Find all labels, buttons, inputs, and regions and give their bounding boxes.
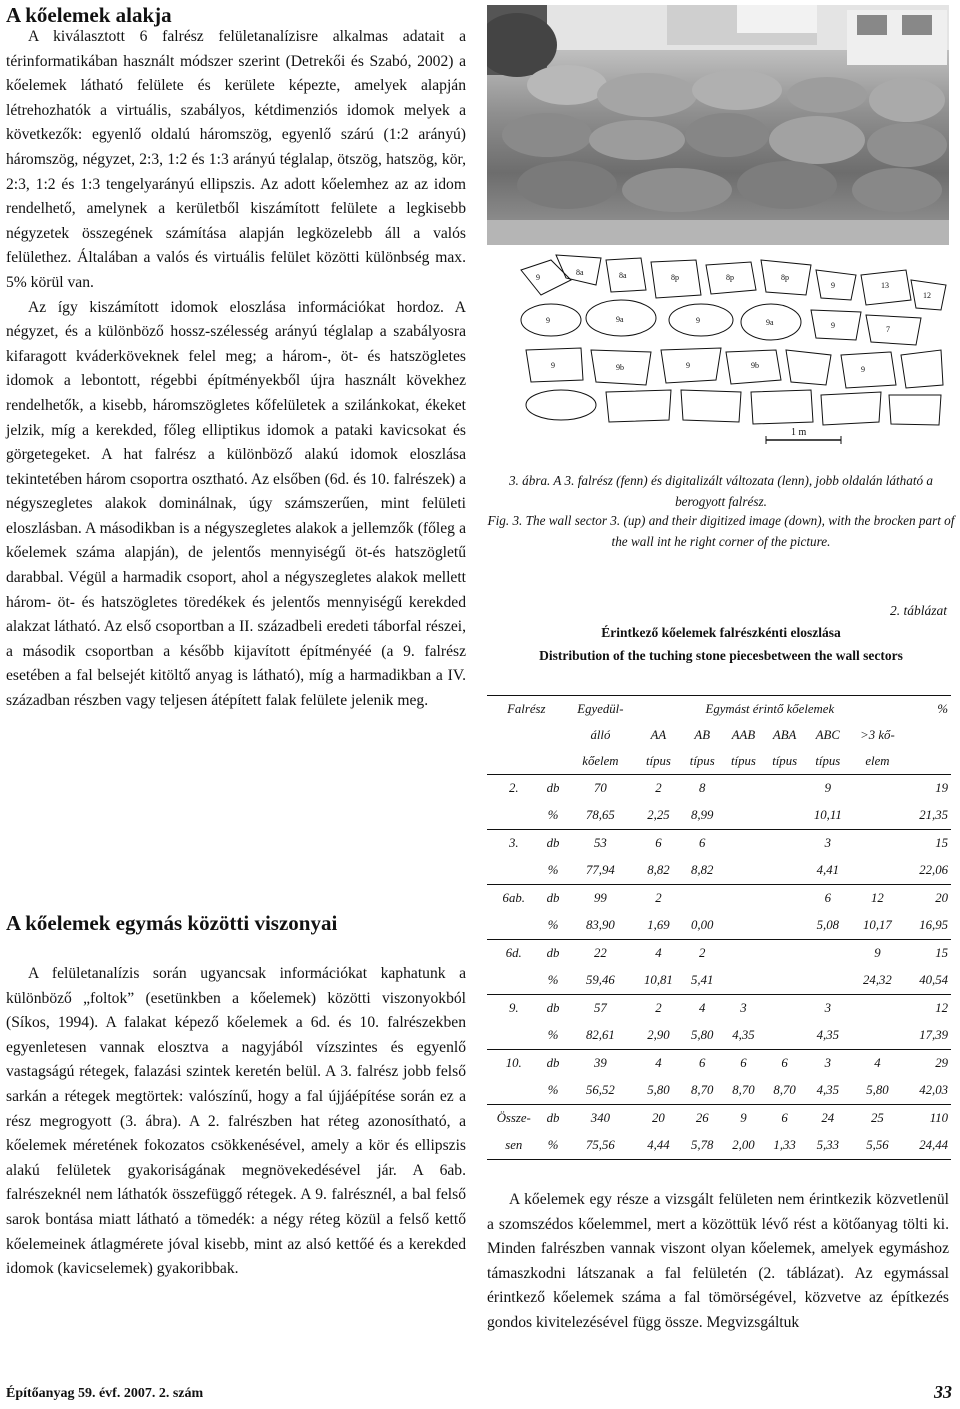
table-cell bbox=[850, 995, 904, 1023]
cell-sector bbox=[487, 912, 541, 940]
wall-digitized-drawing bbox=[511, 250, 951, 450]
table-cell: 25 bbox=[850, 1105, 904, 1133]
table-cell: 53 bbox=[566, 830, 636, 858]
table-cell: 16,95 bbox=[919, 918, 948, 932]
table-cell: 4 bbox=[850, 1050, 904, 1078]
table-body bbox=[487, 775, 951, 1160]
table-cell: 75,56 bbox=[586, 1138, 615, 1152]
paragraph: Az így kiszámított idomok eloszlása információkat hordoz. A négyzet, és a különböző hossz-szélesség arányú téglalap a szabályosra kifaragott kváderköveknek felel meg; a három-, öt- és hatszögletes idomok a lebontott, régebbi építményekből újra használt kövekhez rendelhetők, a kisebb, háromszögletes kőfelületek a szilánkokat, ékeket jelzik, míg a kerekded, főleg elliptikus idomok a pataki kavicsokat és görgetegeket. A hat falrész a különböző alakú idomok eloszlása tekintetében három csoportra osztható. Az elsőben (6d. és 10. falrészek) a négyszegletes alakok dominálnak, úgy számszerűen, mint felületi eloszlásban. A másodikban is a négyszegletes alakok a jellemzők (főleg a kőelemek száma alapján), de jelentős mennyiségű öt-és hatszögletű darabbal. Végül a harmadik csoport, ahol a négyszegletes alakok mellett három- öt- és hatszögletes töredékek és jelentős mennyiségű kerekded alakzat látható. Az első csoportban a II. századbeli eredeti táborfal részei, a második csoportban a később kijavított építményéé (a 9. falrész esetében a fal belsejét kitöltő anyag is látható), míg a harmadikban a IV. században részben vagy teljesen átépített falak felülete jelenik meg. bbox=[6, 298, 466, 710]
table-cell: 40,54 bbox=[919, 973, 948, 987]
table-cell: 82,61 bbox=[586, 1028, 615, 1042]
table-cell bbox=[764, 857, 805, 885]
wall-photo bbox=[487, 5, 949, 245]
table-cell bbox=[723, 802, 764, 830]
table-cell: 340 bbox=[566, 1105, 636, 1133]
cell-sector: 10. bbox=[487, 1050, 541, 1078]
cell-sector: Össze- bbox=[487, 1105, 541, 1133]
data-table bbox=[487, 695, 951, 1160]
table-cell bbox=[764, 995, 805, 1023]
table-cell bbox=[764, 967, 805, 995]
table-cell: 3 bbox=[723, 995, 764, 1023]
cell-unit: db bbox=[541, 775, 566, 803]
table-cell: 8,70 bbox=[691, 1083, 714, 1097]
cell-unit: % bbox=[547, 973, 559, 987]
table-cell: 10,81 bbox=[644, 973, 673, 987]
col-header-group: Egymást érintő kőelemek bbox=[705, 701, 835, 716]
table-cell: 5,80 bbox=[647, 1083, 670, 1097]
table-cell: 6 bbox=[723, 1050, 764, 1078]
table-cell: 4,35 bbox=[816, 1028, 839, 1042]
cell-sector: 6ab. bbox=[487, 885, 541, 913]
table-cell bbox=[764, 830, 805, 858]
table-row bbox=[487, 885, 951, 913]
table-cell bbox=[764, 1022, 805, 1050]
table-cell: 10,17 bbox=[863, 918, 892, 932]
col-header: elem bbox=[865, 753, 890, 768]
table-cell bbox=[723, 885, 764, 913]
table-cell: 4,35 bbox=[816, 1083, 839, 1097]
table-cell: 2,25 bbox=[647, 808, 670, 822]
stone-label: 9b bbox=[751, 361, 759, 370]
table-cell bbox=[723, 912, 764, 940]
table-cell: 15 bbox=[905, 940, 952, 968]
table-cell: 1,69 bbox=[647, 918, 670, 932]
section-relations-body bbox=[6, 962, 466, 1282]
table-cell: 8 bbox=[682, 775, 723, 803]
table-cell: 2,90 bbox=[647, 1028, 670, 1042]
col-header: ABA bbox=[772, 727, 797, 742]
table-cell: 4,35 bbox=[732, 1028, 755, 1042]
paragraph: A kiválasztott 6 falrész felületanalízisre alkalmas adatait a térinformatikában használt módszer szerint (Detrekői és Szabó, 2002) a kőelemek látható felülete és kerülete képezte, amelyek alapján létrehozhatók a virtuális, szabályos, kétdimenziós idomok melyek a következők: egyenlő oldalú háromszög, egyenlő szárú (1:2 arányú) háromszög, négyzet, 2:3, 1:2 és 1:3 arányú téglalap, ötszög, hatszög, kör, 2:3, 1:2 és 1:3 tengelyarányú ellipszis. Az adott kőelemhez az az idom rendelhető, amelynek a kerületből kiszámított felülete a legkisebb négyzetek összegének számítása alapján legközelebb áll a valós felülethez. Általában a valós és virtuális felület közötti különbség max. 5% körül van. bbox=[6, 28, 466, 291]
table-cell: 9 bbox=[850, 940, 904, 968]
figure-caption-en: Fig. 3. The wall sector 3. (up) and their digitized image (down), with the brocken part of the wall int he right corner of the picture. bbox=[487, 513, 955, 549]
cell-unit: db bbox=[541, 1105, 566, 1133]
stone-label: 9 bbox=[696, 316, 700, 325]
table-cell bbox=[764, 940, 805, 968]
table-cell: 83,90 bbox=[586, 918, 615, 932]
table-cell bbox=[850, 857, 904, 885]
col-header: Egyedül- bbox=[577, 701, 624, 716]
stone-label: 9a bbox=[616, 315, 624, 324]
table-row bbox=[487, 857, 951, 885]
table-cell: 70 bbox=[566, 775, 636, 803]
cell-unit: db bbox=[541, 1050, 566, 1078]
section-shape-body bbox=[6, 25, 466, 714]
table-cell: 1,33 bbox=[773, 1138, 796, 1152]
col-header: AA bbox=[650, 727, 667, 742]
table-row bbox=[487, 1022, 951, 1050]
cell-sector bbox=[487, 1022, 541, 1050]
table-cell: 9 bbox=[805, 775, 850, 803]
table-row bbox=[487, 830, 951, 858]
cell-unit: % bbox=[547, 1083, 559, 1097]
table-cell bbox=[723, 857, 764, 885]
stone-label: 9 bbox=[551, 361, 555, 370]
table-cell: 4 bbox=[635, 1050, 681, 1078]
col-header: Falrész bbox=[507, 701, 546, 716]
cell-sector bbox=[487, 857, 541, 885]
table-cell: 5,56 bbox=[866, 1138, 889, 1152]
cell-unit: % bbox=[547, 808, 559, 822]
stone-label: 9 bbox=[536, 273, 540, 282]
table-cell: 0,00 bbox=[691, 918, 714, 932]
col-header: típus bbox=[815, 753, 841, 768]
cell-unit: % bbox=[547, 863, 559, 877]
table-row bbox=[487, 1132, 951, 1160]
table-cell: 6 bbox=[764, 1105, 805, 1133]
cell-unit: % bbox=[547, 1138, 559, 1152]
table-cell: 5,41 bbox=[691, 973, 714, 987]
col-header: ABC bbox=[815, 727, 840, 742]
table-cell: 24,32 bbox=[863, 973, 892, 987]
cell-sector bbox=[487, 967, 541, 995]
cell-unit: % bbox=[547, 1028, 559, 1042]
table-cell: 5,80 bbox=[691, 1028, 714, 1042]
cell-sector: 2. bbox=[487, 775, 541, 803]
table-cell bbox=[682, 885, 723, 913]
paragraph: A felületanalízis során ugyancsak információkat kaphatunk a különböző „foltok” (esetünkben a kőelemek) közötti viszonyokból (Síkos, 1994). A falakat képező kőelemek a 6d. és 10. falrészekben egyenletesen vannak elosztva a nagyjából vízszintes és egyenlő vastagságú rétegek, falazási szintek keretén belül. A 3. falrész jobb felső sarkán a rétegek megtörtek: valószínű, hogy a fal újjáépítése során ez a rész megrogyott (3. ábra). A 2. falrészben hat réteg azonosítható, a kőelemek méretének fokozatos csökkenésével, amely a kör és ellipszis alakú felületek gyakoriságának megnövekedésével jár. A 6ab. falrészeknél nem láthatók összefüggő rétegek. A 9. falrésznél, a bal felső sarok bontása miatt látható a tömedék: a négy réteg közül a felső kettő kőelemeinek átlagmérete jóval kisebb, mint az alsó kettőé és a kerekded idomok (kavicselemek) gyakoribbak. bbox=[6, 965, 466, 1278]
col-header: kőelem bbox=[582, 753, 619, 768]
table-cell: 4,41 bbox=[816, 863, 839, 877]
table-cell: 21,35 bbox=[919, 808, 948, 822]
stone-label: 8p bbox=[781, 273, 789, 282]
cell-unit: db bbox=[541, 940, 566, 968]
table-cell: 5,33 bbox=[816, 1138, 839, 1152]
table-row bbox=[487, 995, 951, 1023]
table-cell: 4,44 bbox=[647, 1138, 670, 1152]
table-cell: 2 bbox=[635, 885, 681, 913]
cell-sector bbox=[487, 1077, 541, 1105]
stone-label: 8a bbox=[576, 268, 584, 277]
table-cell bbox=[723, 775, 764, 803]
table-cell: 15 bbox=[905, 830, 952, 858]
table-cell: 5,80 bbox=[866, 1083, 889, 1097]
table-cell: 5,78 bbox=[691, 1138, 714, 1152]
table-row bbox=[487, 1105, 951, 1133]
table-cell: 22 bbox=[566, 940, 636, 968]
table-cell: 39 bbox=[566, 1050, 636, 1078]
table-cell: 12 bbox=[850, 885, 904, 913]
table-cell: 110 bbox=[905, 1105, 952, 1133]
cell-unit: db bbox=[541, 830, 566, 858]
table-cell: 24 bbox=[805, 1105, 850, 1133]
stone-label: 8a bbox=[619, 271, 627, 280]
table-cell bbox=[764, 912, 805, 940]
table-cell: 57 bbox=[566, 995, 636, 1023]
table-title-en: Distribution of the tuching stone piecesbetween the wall sectors bbox=[539, 648, 903, 663]
stone-label: 8p bbox=[726, 273, 734, 282]
table-cell: 22,06 bbox=[919, 863, 948, 877]
table-cell: 6 bbox=[682, 830, 723, 858]
col-header: típus bbox=[772, 753, 798, 768]
section-title-relations: A kőelemek egymás közötti viszonyai bbox=[6, 911, 338, 935]
table-cell: 5,08 bbox=[816, 918, 839, 932]
scale-label: 1 m bbox=[791, 427, 807, 438]
table-cell: 20 bbox=[635, 1105, 681, 1133]
table-row bbox=[487, 940, 951, 968]
col-header: típus bbox=[730, 753, 756, 768]
stone-label: 9a bbox=[766, 318, 774, 327]
table-cell bbox=[723, 967, 764, 995]
table-cell: 6 bbox=[805, 885, 850, 913]
table-cell: 10,11 bbox=[813, 808, 842, 822]
table-cell: 8,70 bbox=[773, 1083, 796, 1097]
table-cell bbox=[764, 802, 805, 830]
table-cell bbox=[850, 830, 904, 858]
table-row bbox=[487, 912, 951, 940]
footer-journal: Építőanyag 59. évf. 2007. 2. szám bbox=[6, 1386, 204, 1401]
table-cell: 3 bbox=[805, 1050, 850, 1078]
table-cell: 9 bbox=[723, 1105, 764, 1133]
stone-label: 9b bbox=[616, 363, 624, 372]
table-cell: 8,99 bbox=[691, 808, 714, 822]
table-cell: 2 bbox=[682, 940, 723, 968]
table-cell: 6 bbox=[682, 1050, 723, 1078]
cell-unit: % bbox=[547, 918, 559, 932]
table-cell: 4 bbox=[635, 940, 681, 968]
table-cell: 2,00 bbox=[732, 1138, 755, 1152]
table-cell: 56,52 bbox=[586, 1083, 615, 1097]
table-cell: 78,65 bbox=[586, 808, 615, 822]
table-cell: 26 bbox=[682, 1105, 723, 1133]
table-cell: 20 bbox=[905, 885, 952, 913]
col-header: típus bbox=[645, 753, 671, 768]
table-cell bbox=[764, 885, 805, 913]
stone-label: 12 bbox=[923, 291, 931, 300]
table-cell: 6 bbox=[764, 1050, 805, 1078]
table-cell: 6 bbox=[635, 830, 681, 858]
cell-unit: db bbox=[541, 885, 566, 913]
table-cell: 29 bbox=[905, 1050, 952, 1078]
stone-label: 13 bbox=[881, 281, 889, 290]
table-cell: 8,82 bbox=[691, 863, 714, 877]
table-cell bbox=[850, 775, 904, 803]
table-row bbox=[487, 802, 951, 830]
col-header: álló bbox=[590, 727, 611, 742]
stone-label: 9 bbox=[861, 365, 865, 374]
table-cell: 99 bbox=[566, 885, 636, 913]
section-title-shape: A kőelemek alakja bbox=[6, 3, 172, 27]
table-cell: 77,94 bbox=[586, 863, 615, 877]
table-cell: 17,39 bbox=[919, 1028, 948, 1042]
wall-photo-image bbox=[487, 5, 949, 245]
page-number: 33 bbox=[934, 1382, 952, 1402]
table-cell bbox=[723, 940, 764, 968]
cell-sector: 9. bbox=[487, 995, 541, 1023]
table-row bbox=[487, 1050, 951, 1078]
table-cell: 8,82 bbox=[647, 863, 670, 877]
table-cell: 12 bbox=[905, 995, 952, 1023]
stone-label: 9 bbox=[546, 316, 550, 325]
cell-sector: sen bbox=[505, 1138, 523, 1152]
cell-sector bbox=[487, 802, 541, 830]
table-cell: 24,44 bbox=[919, 1138, 948, 1152]
table-cell: 19 bbox=[905, 775, 952, 803]
col-header: AB bbox=[694, 727, 711, 742]
stone-label: 9 bbox=[831, 321, 835, 330]
table-title-hu: Érintkező kőelemek falrészkénti eloszlása bbox=[601, 625, 841, 640]
cell-sector: 3. bbox=[487, 830, 541, 858]
table-cell: 4 bbox=[682, 995, 723, 1023]
cell-unit: db bbox=[541, 995, 566, 1023]
table-cell bbox=[850, 802, 904, 830]
table-cell: 42,03 bbox=[919, 1083, 948, 1097]
stone-label: 9 bbox=[686, 361, 690, 370]
table-row bbox=[487, 775, 951, 803]
col-header: >3 kő- bbox=[860, 727, 895, 742]
cell-sector: 6d. bbox=[487, 940, 541, 968]
col-header: típus bbox=[689, 753, 715, 768]
table-cell: 8,70 bbox=[732, 1083, 755, 1097]
table-cell: 2 bbox=[635, 995, 681, 1023]
table-cell bbox=[805, 967, 850, 995]
table-cell: 2 bbox=[635, 775, 681, 803]
table-label: 2. táblázat bbox=[889, 603, 947, 618]
figure-caption-hu: 3. ábra. A 3. falrész (fenn) és digitalizált változata (lenn), jobb oldalán látható a berogyott falrész. bbox=[508, 473, 934, 509]
table-cell bbox=[850, 1022, 904, 1050]
table-row bbox=[487, 1077, 951, 1105]
col-header: % bbox=[937, 701, 948, 716]
stone-label: 7 bbox=[886, 325, 890, 334]
table-cell bbox=[805, 940, 850, 968]
stone-label: 8p bbox=[671, 273, 679, 282]
table-cell: 3 bbox=[805, 995, 850, 1023]
paragraph: A kőelemek egy része a vizsgált felületen nem érintkezik közvetlenül a szomszédos kőelemmel, mert a közöttük lévő rést a kötőanyag tölti ki. Minden falrészben vannak viszont olyan kőelemek, amelyek egymáshoz támaszkodni látszanak a fal felületén (2. táblázat). Az egymással érintkező kőelemek száma a fal tömörségével, közvetve az építkezés gondos kivitelezésével függ össze. Megvizsgáltuk bbox=[487, 1191, 949, 1331]
table-row bbox=[487, 967, 951, 995]
col-header: AAB bbox=[731, 727, 756, 742]
table-cell: 59,46 bbox=[586, 973, 615, 987]
table-cell bbox=[723, 830, 764, 858]
table-cell bbox=[764, 775, 805, 803]
stone-label: 9 bbox=[831, 281, 835, 290]
table-cell: 3 bbox=[805, 830, 850, 858]
